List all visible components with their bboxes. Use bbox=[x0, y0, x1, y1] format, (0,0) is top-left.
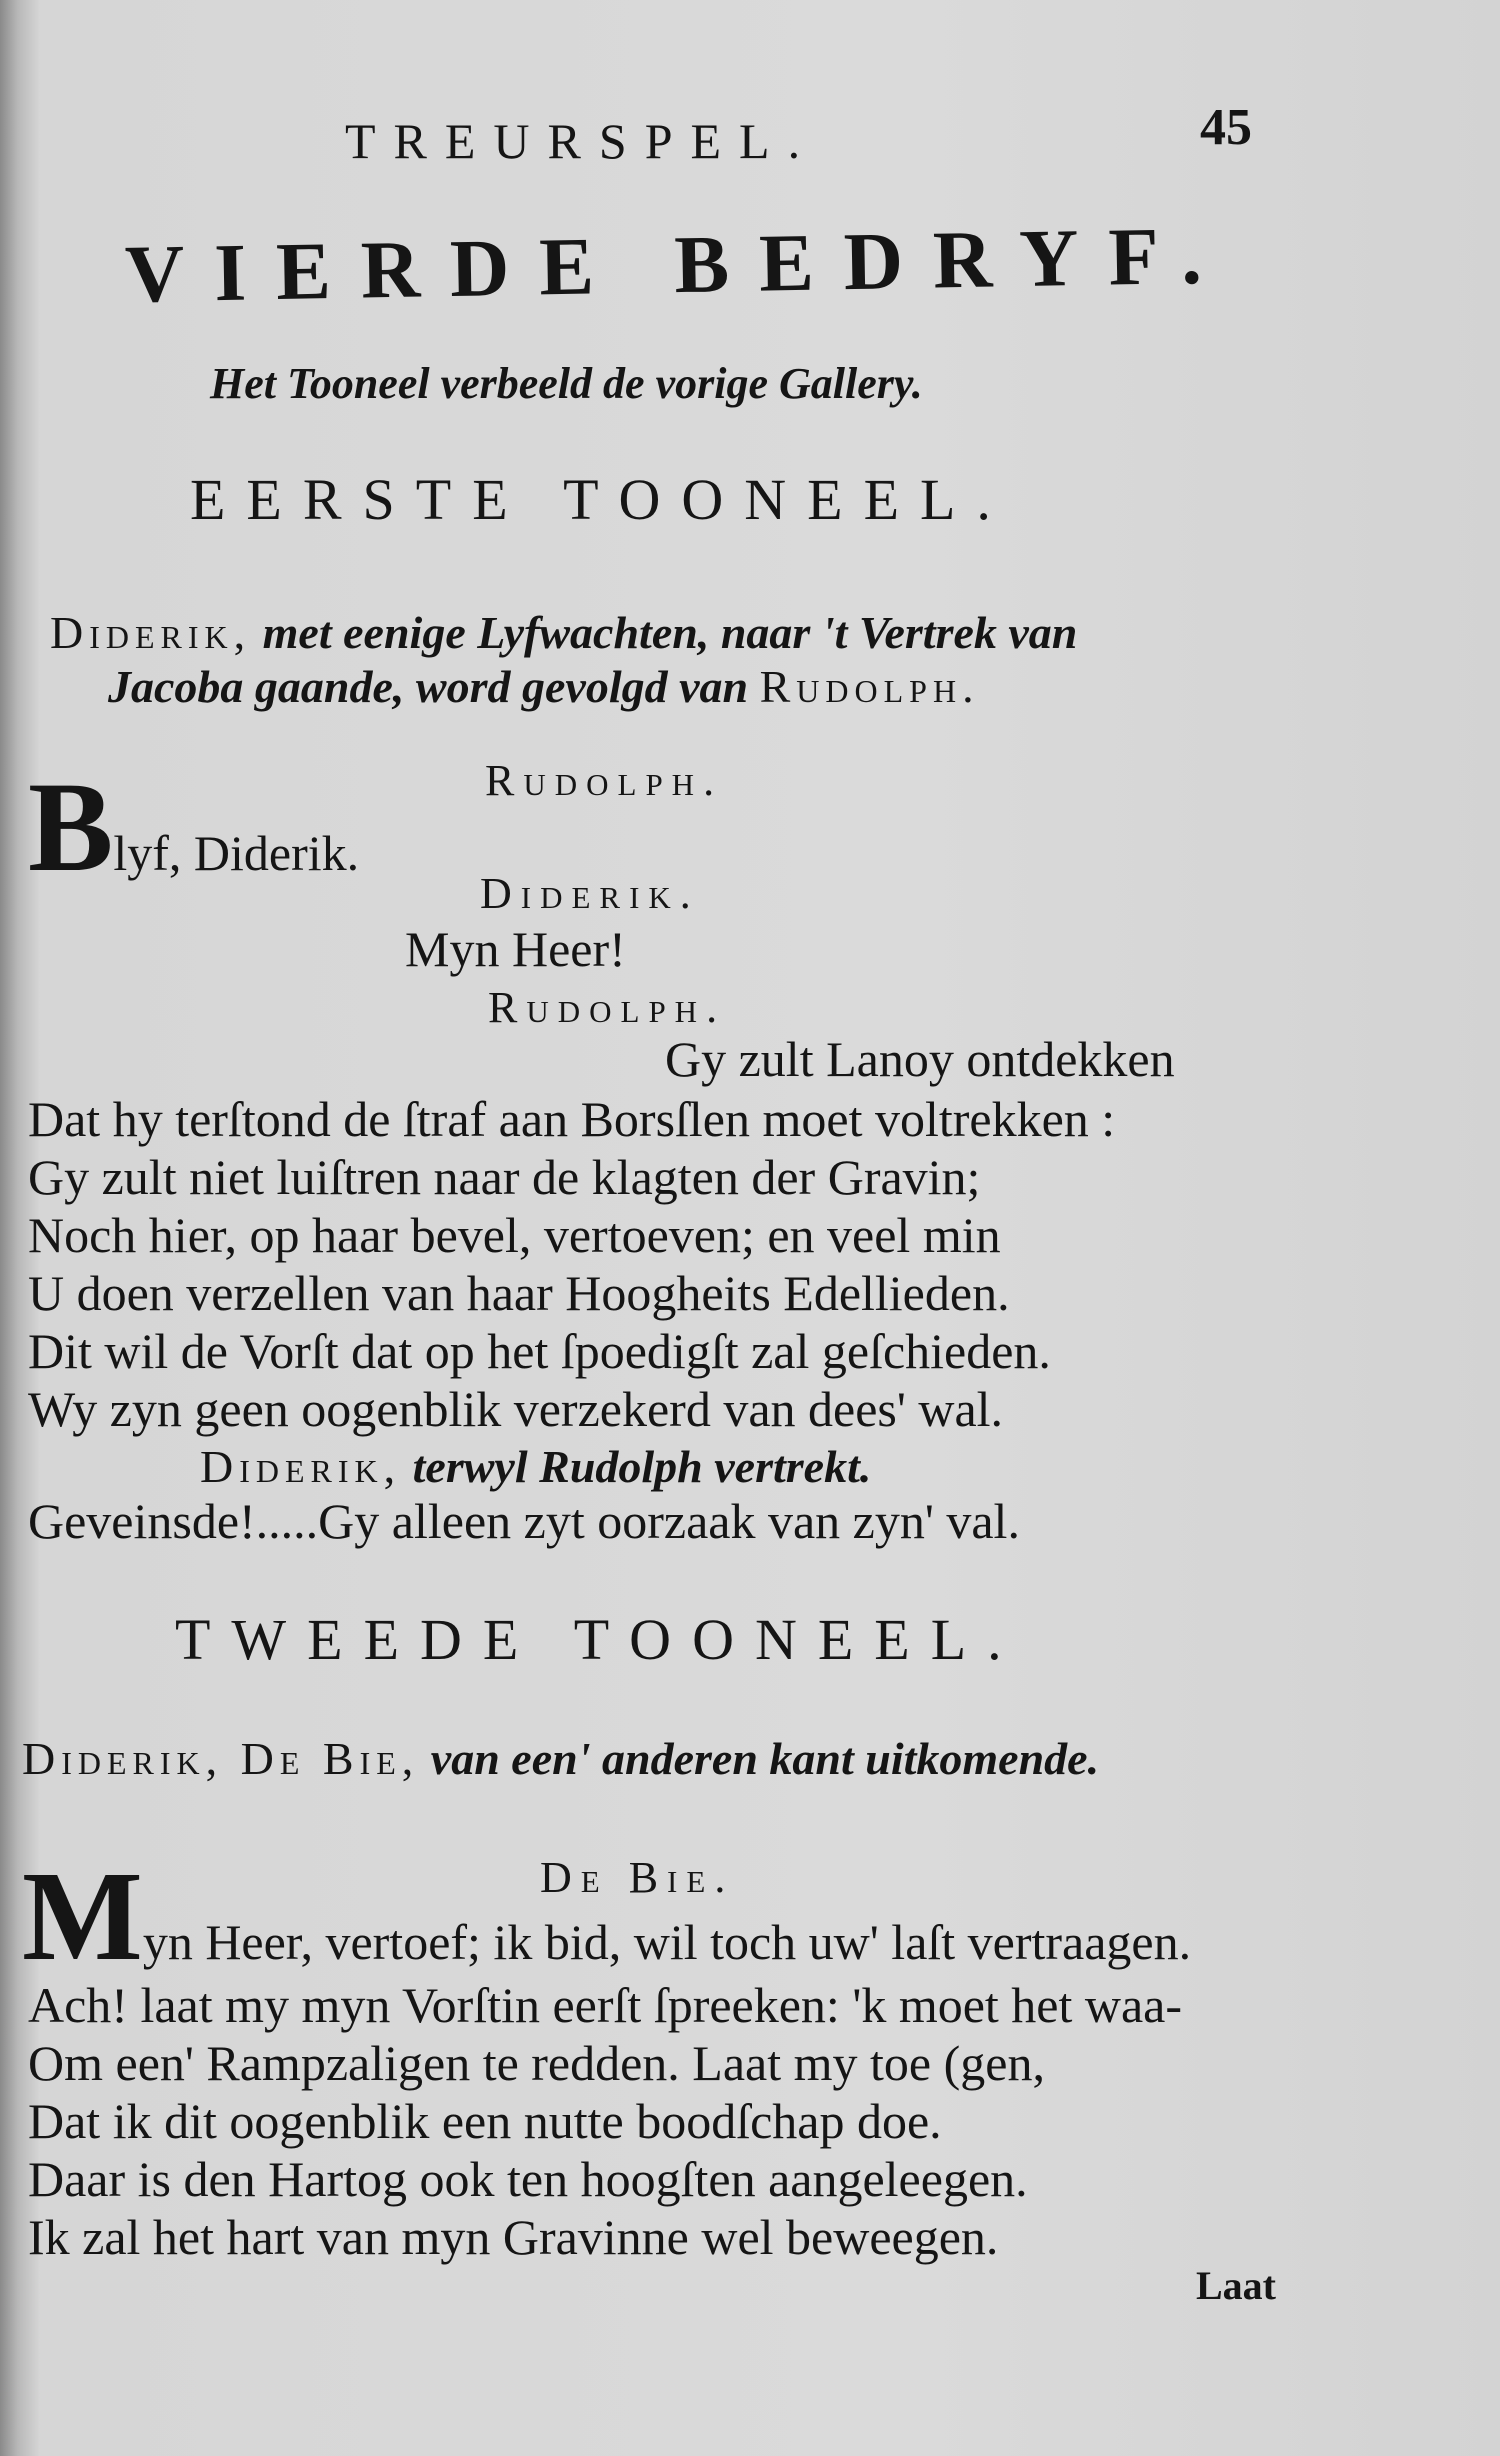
verse-text: lyf, Diderik. bbox=[113, 825, 360, 881]
scene-title-2: TWEEDE TOONEEL. bbox=[175, 1607, 1023, 1672]
verse-line: Geveinsde!.....Gy alleen zyt oorzaak van zyn' val. bbox=[28, 1493, 1020, 1549]
stage-direction-1b bbox=[108, 660, 980, 713]
scene-title-1: EERSTE TOONEEL. bbox=[190, 467, 1012, 532]
stage-name: Diderik, De Bie, bbox=[22, 1733, 420, 1784]
stage-name: Diderik, bbox=[200, 1441, 402, 1492]
verse-line: Om een' Rampzaligen te redden. Laat my toe (gen, bbox=[28, 2035, 1045, 2091]
stage-direction-2 bbox=[22, 1732, 1099, 1785]
verse-line: Dat hy terſtond de ſtraf aan Borsſlen moet voltrekken : bbox=[28, 1091, 1116, 1147]
speech-line bbox=[22, 1845, 1192, 1987]
stage-text: terwyl Rudolph vertrekt. bbox=[412, 1441, 872, 1492]
stage-text: met eenige Lyfwachten, naar 't Vertrek van bbox=[262, 607, 1078, 658]
verse-line: Dat ik dit oogenblik een nutte boodſchap doe. bbox=[28, 2093, 942, 2149]
verse-line: Myn Heer! bbox=[405, 921, 626, 977]
bleed-through-text bbox=[1120, 110, 1500, 1760]
verse-line: Ik zal het hart van myn Gravinne wel beweegen. bbox=[28, 2209, 999, 2265]
verse-line: Gy zult niet luiſtren naar de klagten der Gravin; bbox=[28, 1149, 981, 1205]
act-title: VIERDE BEDRYF. bbox=[124, 209, 1233, 320]
drop-cap: B bbox=[28, 756, 114, 898]
verse-line: Wy zyn geen oogenblik verzekerd van dees' wal. bbox=[28, 1381, 1004, 1437]
drop-cap: M bbox=[22, 1845, 143, 1987]
stage-text: Jacoba gaande, word gevolgd van bbox=[108, 661, 749, 712]
speaker-rudolph: Rudolph. bbox=[485, 756, 724, 805]
verse-text: yn Heer, vertoef; ik bid, wil toch uw' laſt vertraagen. bbox=[142, 1914, 1192, 1970]
verse-line: Noch hier, op haar bevel, vertoeven; en veel min bbox=[28, 1207, 1001, 1263]
verse-line: Ach! laat my myn Vorſtin eerſt ſpreeken: 'k moet het waa- bbox=[28, 1977, 1183, 2033]
running-head: TREURSPEL. bbox=[345, 113, 819, 169]
stage-text: van een' anderen kant uitkomende. bbox=[430, 1733, 1100, 1784]
speaker-diderik: Diderik. bbox=[480, 869, 700, 918]
verse-line: Dit wil de Vorſt dat op het ſpoedigſt zal geſchieden. bbox=[28, 1323, 1051, 1379]
speaker-rudolph: Rudolph. bbox=[488, 983, 727, 1032]
page-number: 45 bbox=[1200, 99, 1252, 156]
stage-name: Diderik, bbox=[50, 607, 252, 658]
stage-name: Rudolph. bbox=[759, 661, 980, 712]
verse-line: Gy zult Lanoy ontdekken bbox=[665, 1031, 1175, 1087]
catchword: Laat bbox=[1196, 2263, 1276, 2308]
speaker-de-bie: De Bie. bbox=[540, 1853, 735, 1902]
verse-line: Daar is den Hartog ook ten hoogſten aangeleegen. bbox=[28, 2151, 1028, 2207]
speech-line bbox=[28, 756, 360, 898]
speaker-direction bbox=[200, 1440, 871, 1493]
verse-line: U doen verzellen van haar Hoogheits Edellieden. bbox=[28, 1265, 1010, 1321]
stage-direction-1a bbox=[50, 606, 1077, 659]
scene-setting: Het Tooneel verbeeld de vorige Gallery. bbox=[210, 359, 923, 408]
